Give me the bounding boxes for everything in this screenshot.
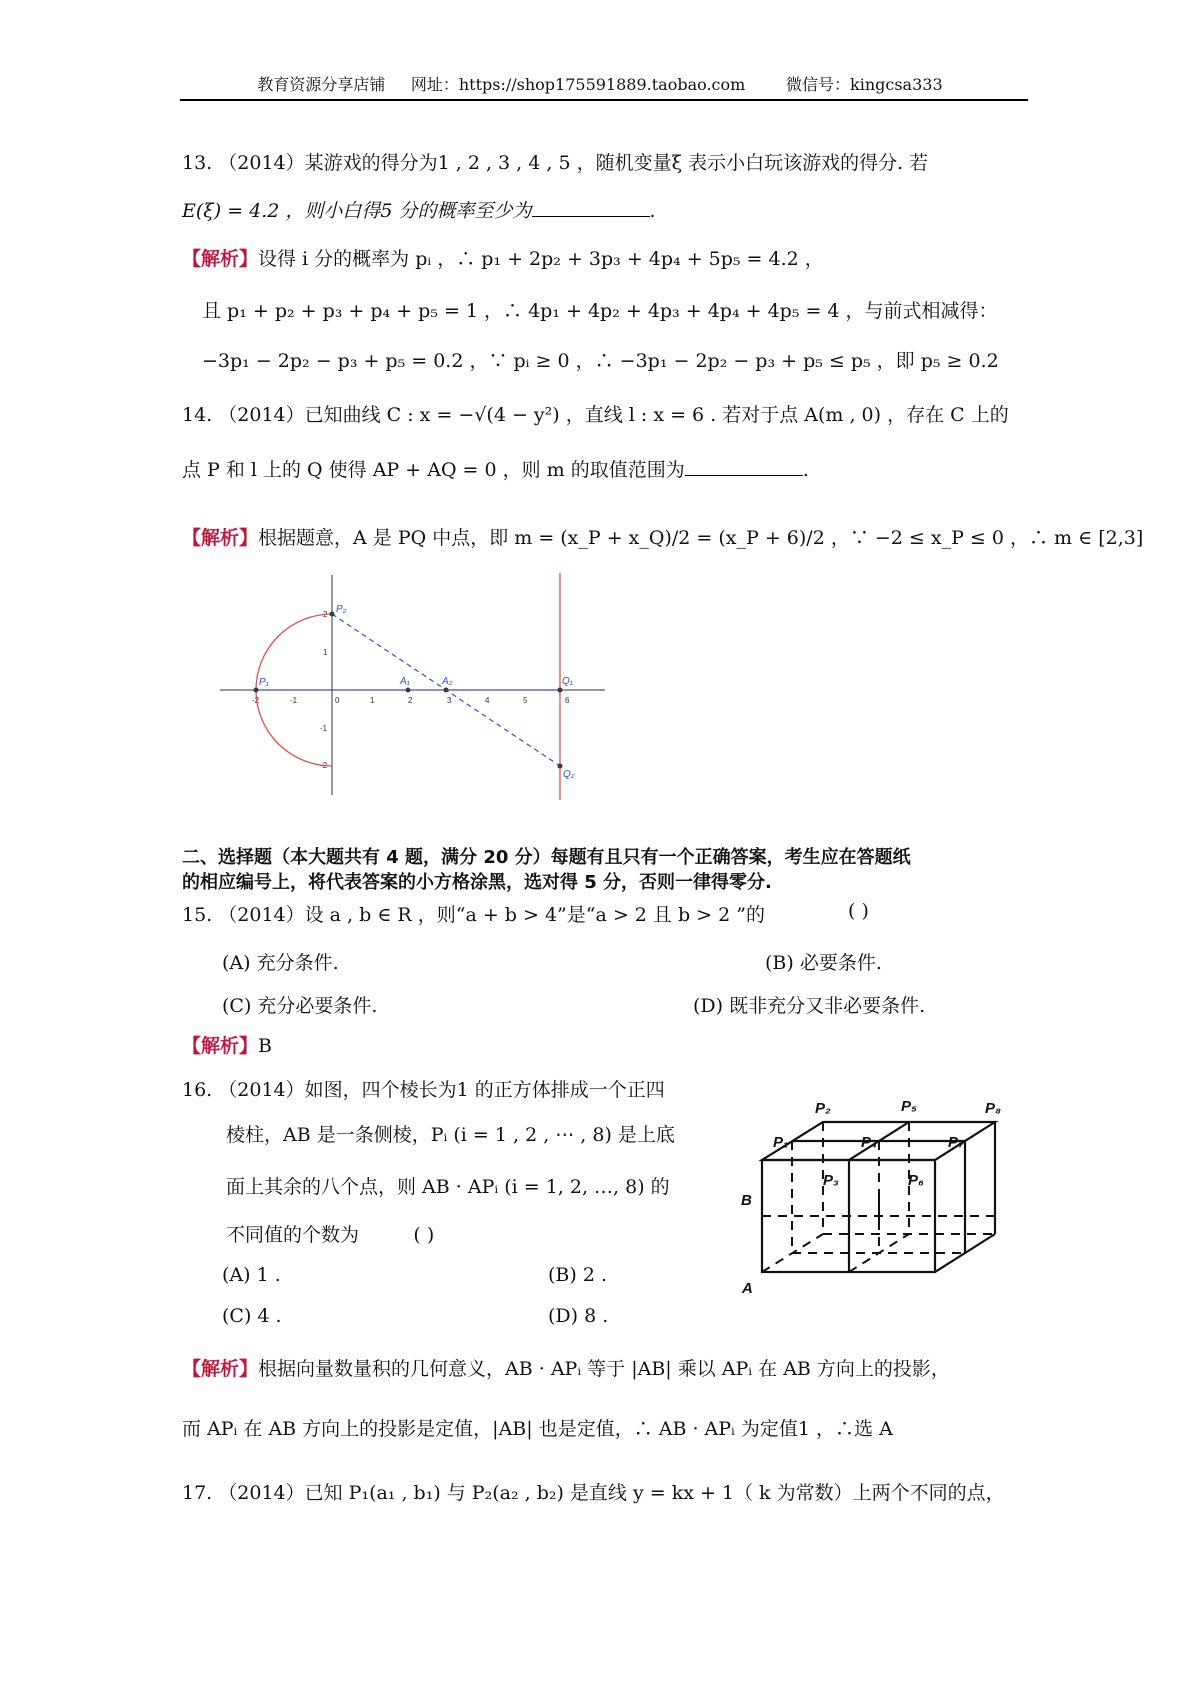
- y-tick: 2: [323, 610, 328, 619]
- point-a1: [406, 688, 411, 693]
- q16-sol1: 根据向量数量积的几何意义，AB · APᵢ 等于 |AB| 乘以 APᵢ 在 AB 方向上的投影，: [258, 1358, 950, 1380]
- x-tick-labels: [252, 696, 570, 705]
- q15-number: 15.: [182, 904, 213, 926]
- q15-answer-paren: ( ): [848, 900, 869, 922]
- label-p5: P₅: [901, 1098, 917, 1115]
- point-a2: [444, 688, 449, 693]
- point-p2: [330, 612, 335, 617]
- q13-sol2: 且 p₁ + p₂ + p₃ + p₄ + p₅ = 1 ，∴ 4p₁ + 4p₂ + 4p₃ + 4p₄ + 4p₅ = 4 ，与前式相减得：: [202, 300, 998, 322]
- header-rule: [180, 99, 1028, 101]
- x-tick: 3: [447, 696, 452, 705]
- q16-option-d: (D) 8 .: [548, 1305, 609, 1327]
- label-b: B: [741, 1192, 752, 1209]
- q13-number: 13.: [182, 152, 213, 174]
- page-header: [0, 72, 1200, 95]
- x-tick: 1: [370, 696, 375, 705]
- wechat-label: 微信号：: [786, 75, 851, 94]
- q13-sol3: −3p₁ − 2p₂ − p₃ + p₅ = 0.2 ，∵ pᵢ ≥ 0 ，∴ −3p₁ − 2p₂ − p₃ + p₅ ≤ p₅ ，即 p₅ ≥ 0.2: [202, 350, 999, 372]
- q17-year: （2014）: [218, 1482, 305, 1504]
- label-p1: P₁: [259, 677, 269, 688]
- wechat-id: kingcsa333: [850, 75, 943, 94]
- q16-l1: 如图，四个棱长为1 的正方体排成一个正四: [304, 1079, 665, 1101]
- label-q1: Q₁: [562, 676, 573, 687]
- label-p3: P₃: [823, 1172, 839, 1189]
- answer-blank: [532, 198, 650, 217]
- label-p8: P₈: [985, 1100, 1002, 1117]
- q16-number: 16.: [182, 1079, 213, 1101]
- q14-sol: 根据题意，A 是 PQ 中点，即 m = (x_P + x_Q)/2 = (x_P + 6)/2 ，∵ −2 ≤ x_P ≤ 0 ，∴ m ∈ [2,3]: [258, 527, 1144, 549]
- point-p1: [254, 688, 259, 693]
- label-a: A: [742, 1280, 753, 1297]
- q15-stem: [182, 900, 765, 927]
- q17-line1: [182, 1478, 1005, 1505]
- q13-end: .: [649, 200, 656, 222]
- y-tick: -1: [320, 724, 328, 733]
- q15-option-c: (C) 充分必要条件.: [222, 995, 378, 1017]
- q17-number: 17.: [182, 1482, 213, 1504]
- q13-line2: [182, 196, 656, 223]
- q15-option-d: (D) 既非充分又非必要条件.: [693, 995, 926, 1017]
- shop-name: 教育资源分享店铺: [257, 75, 386, 94]
- label-p6: P₆: [908, 1172, 924, 1189]
- q13-solution-line1: [182, 244, 824, 271]
- q16-line1: [182, 1075, 665, 1102]
- site-label: 网址：: [410, 75, 459, 94]
- q16-answer-paren: ( ): [413, 1224, 435, 1246]
- q14-year: （2014）: [218, 404, 305, 426]
- q14-line1: [182, 400, 1009, 427]
- answer-blank: [685, 457, 803, 476]
- q16-l2: 棱柱，AB 是一条侧棱，Pᵢ (i = 1 , 2 , ⋯ , 8) 是上底: [226, 1124, 675, 1146]
- q16-sol2: 而 APᵢ 在 AB 方向上的投影是定值，|AB| 也是定值，∴ AB · APᵢ 为定值1 ，∴选 A: [182, 1418, 893, 1440]
- analysis-label: 【解析】: [182, 527, 259, 549]
- q13-solution-line3: [202, 346, 999, 373]
- analysis-label: 【解析】: [182, 1358, 259, 1380]
- y-tick: 1: [323, 648, 328, 657]
- q15-text: 设 a , b ∈ R ，则“a + b > 4”是“a > 2 且 b > 2 ”的: [304, 904, 765, 926]
- x-tick: 4: [485, 696, 490, 705]
- q16-year: （2014）: [218, 1079, 305, 1101]
- q13-sol1: 设得 i 分的概率为 pᵢ ，∴ p₁ + 2p₂ + 3p₃ + 4p₄ + 5p₅ = 4.2 ，: [258, 248, 824, 270]
- label-p1: P₁: [773, 1134, 789, 1151]
- label-p7: P₇: [948, 1134, 964, 1151]
- q13-solution-line2: [202, 296, 998, 323]
- prism-figure: [735, 1095, 1030, 1305]
- q17-text: 已知 P₁(a₁ , b₁) 与 P₂(a₂ , b₂) 是直线 y = kx + 1（ k 为常数）上两个不同的点，: [304, 1482, 1005, 1504]
- label-q2: Q₂: [563, 769, 575, 780]
- label-p2: P₂: [336, 604, 347, 615]
- q15-option-a: (A) 充分条件.: [222, 952, 339, 974]
- point-q2: [558, 764, 563, 769]
- x-tick: 0: [335, 696, 340, 705]
- q16-option-a: (A) 1 .: [222, 1264, 281, 1286]
- curve-line-graph: [210, 570, 610, 805]
- shop-url: https://shop175591889.taobao.com: [458, 75, 746, 94]
- label-p2: P₂: [815, 1100, 831, 1117]
- q14-end: .: [802, 459, 809, 481]
- point-q1: [558, 688, 563, 693]
- label-p4: P₄: [861, 1134, 878, 1151]
- q14-text-a: 已知曲线 C : x = −√(4 − y²) ，直线 l : x = 6 . 若对于点 A(m , 0) ，存在 C 上的: [304, 404, 1009, 426]
- q14-number: 14.: [182, 404, 213, 426]
- analysis-label: 【解析】: [182, 1035, 259, 1057]
- q14-solution: [182, 523, 1143, 550]
- q14-line2: [182, 455, 809, 482]
- x-tick: -2: [252, 696, 260, 705]
- q15-option-b: (B) 必要条件.: [765, 952, 882, 974]
- q16-line4: [226, 1220, 434, 1247]
- q16-l4: 不同值的个数为: [226, 1224, 360, 1246]
- q13-text-b: E(ξ) = 4.2 ，则小白得5 分的概率至少为: [182, 200, 532, 222]
- q13-text-a: 某游戏的得分为1 , 2 , 3 , 4 , 5 ，随机变量ξ 表示小白玩该游戏的得分. 若: [304, 152, 929, 174]
- x-tick: 2: [408, 696, 413, 705]
- q15-answer: B: [258, 1035, 272, 1057]
- q16-l3: 面上其余的八个点，则 AB · APᵢ (i = 1, 2, …, 8) 的: [226, 1176, 670, 1198]
- x-tick: 6: [565, 696, 570, 705]
- q16-solution-line1: [182, 1354, 950, 1381]
- section2-heading-line2: 的相应编号上，将代表答案的小方格涂黑，选对得 5 分，否则一律得零分.: [182, 872, 772, 893]
- x-tick: -1: [290, 696, 298, 705]
- label-a1: A₁: [400, 676, 410, 687]
- label-a2: A₂: [442, 676, 453, 687]
- q13-year: （2014）: [218, 152, 305, 174]
- x-tick: 5: [523, 696, 528, 705]
- q15-year: （2014）: [218, 904, 305, 926]
- q16-option-c: (C) 4 .: [222, 1305, 282, 1327]
- q16-solution-line2: [182, 1414, 893, 1441]
- analysis-label: 【解析】: [182, 248, 259, 270]
- section2-heading-line1: 二、选择题（本大题共有 4 题，满分 20 分）每题有且只有一个正确答案，考生应在答题纸: [182, 847, 911, 868]
- q13-line1: [182, 148, 928, 175]
- q15-solution: [182, 1031, 272, 1058]
- q14-text-b: 点 P 和 l 上的 Q 使得 AP + AQ = 0 ，则 m 的取值范围为: [182, 459, 685, 481]
- q16-option-b: (B) 2 .: [548, 1264, 607, 1286]
- y-tick: -2: [320, 761, 328, 770]
